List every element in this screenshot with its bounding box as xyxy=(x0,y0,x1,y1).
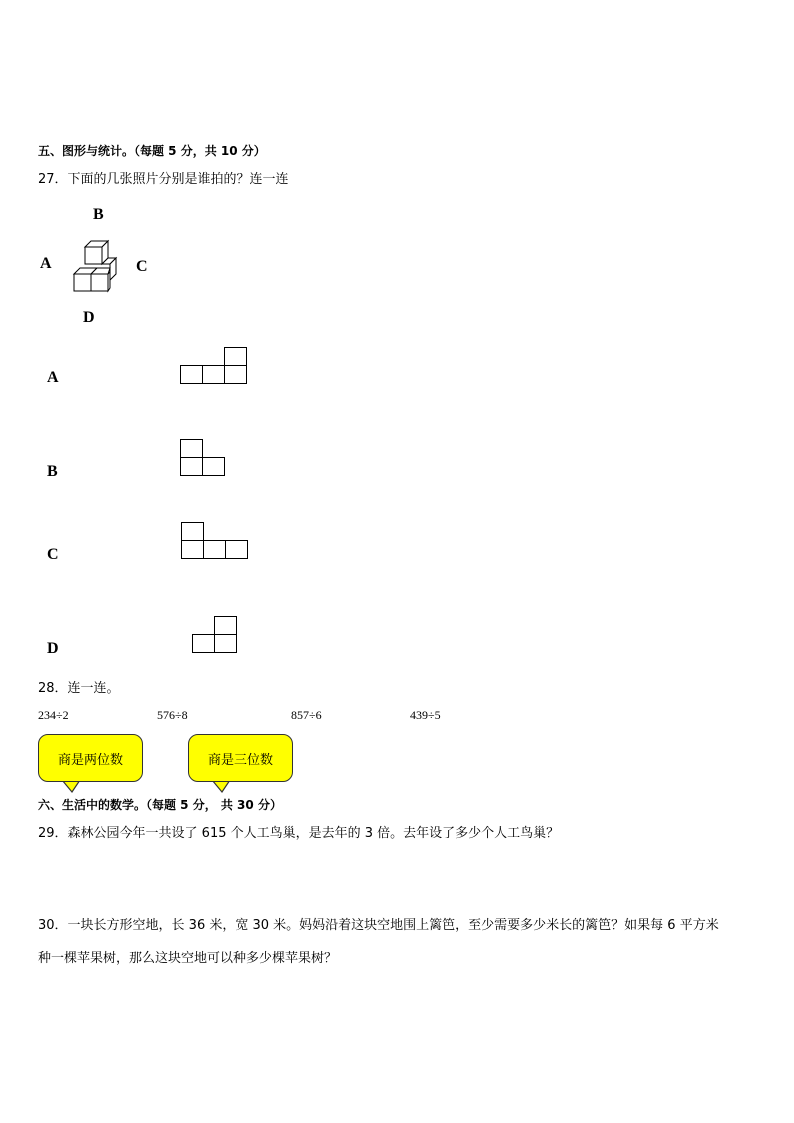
answer-bubble-three-digit[interactable]: 商是三位数 xyxy=(188,734,293,782)
option-label-c: C xyxy=(47,546,59,563)
view-label-b: B xyxy=(93,206,104,223)
answer-bubble-two-digit[interactable]: 商是两位数 xyxy=(38,734,143,782)
question-30-line-1: 30．一块长方形空地，长 36 米，宽 30 米。妈妈沿着这块空地围上篱笆，至少需要多少米长的篱笆？如果每 6 平方米 xyxy=(38,918,719,933)
question-29-text: 29．森林公园今年一共设了 615 个人工鸟巢，是去年的 3 倍。去年设了多少个人工鸟巢？ xyxy=(38,826,560,841)
question-30-line-2: 种一棵苹果树，那么这块空地可以种多少棵苹果树？ xyxy=(38,951,338,966)
expression-2: 576÷8 xyxy=(157,708,188,722)
option-label-a: A xyxy=(47,369,59,386)
view-label-c: C xyxy=(136,258,148,275)
section-6-heading: 六、生活中的数学。（每题 5 分， 共 30 分） xyxy=(38,798,282,812)
option-label-d: D xyxy=(47,640,59,657)
bubble-tail-2 xyxy=(212,780,232,794)
view-shape-b xyxy=(180,439,230,479)
view-shape-a xyxy=(180,346,250,386)
view-label-a: A xyxy=(40,255,52,272)
expression-3: 857÷6 xyxy=(291,708,322,722)
question-27-text: 27．下面的几张照片分别是谁拍的？连一连 xyxy=(38,172,289,187)
bubble-tail-1 xyxy=(62,780,82,794)
view-label-d: D xyxy=(83,309,95,326)
view-shape-c xyxy=(181,522,251,562)
expression-1: 234÷2 xyxy=(38,708,69,722)
section-5-heading: 五、图形与统计。（每题 5 分，共 10 分） xyxy=(38,144,266,158)
cube-stack-figure xyxy=(70,238,122,296)
question-28-text: 28．连一连。 xyxy=(38,681,120,696)
option-label-b: B xyxy=(47,463,58,480)
view-shape-d xyxy=(192,616,242,656)
expression-4: 439÷5 xyxy=(410,708,441,722)
